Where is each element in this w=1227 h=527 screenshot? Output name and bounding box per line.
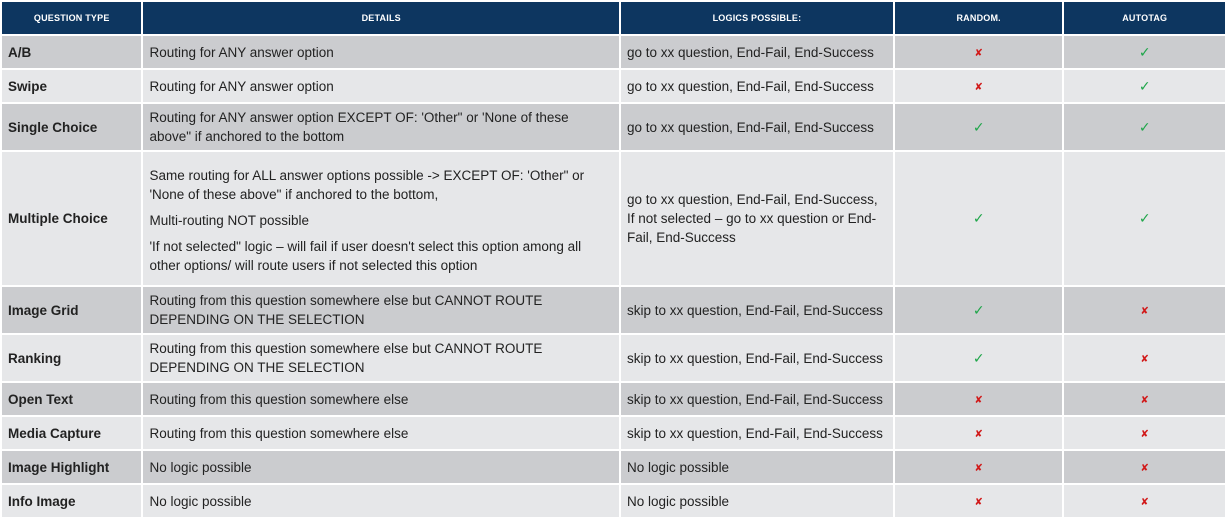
details-cell — [143, 104, 619, 150]
logic-cell: go to xx question, End-Fail, End-Success — [621, 70, 893, 102]
header-question-type: QUESTION TYPE — [2, 2, 141, 34]
question-type-cell: Open Text — [2, 383, 141, 415]
table-row — [2, 485, 1225, 517]
table-row — [2, 70, 1225, 102]
check-icon: ✓ — [1138, 210, 1151, 226]
table-row — [2, 417, 1225, 449]
cross-icon: ✘ — [1140, 394, 1149, 406]
autotag-cell — [1064, 152, 1225, 285]
details-cell — [143, 287, 619, 333]
random-cell — [895, 335, 1063, 381]
cross-icon: ✘ — [974, 496, 983, 508]
details-paragraph: Routing from this question somewhere else — [149, 425, 409, 441]
details-cell — [143, 417, 619, 449]
table-row — [2, 36, 1225, 68]
autotag-cell — [1064, 383, 1225, 415]
check-icon: ✓ — [1138, 43, 1151, 60]
question-type-cell: Swipe — [2, 70, 141, 102]
random-cell — [895, 383, 1063, 415]
question-type-cell: Image Highlight — [2, 451, 141, 483]
cross-icon: ✘ — [974, 428, 983, 440]
table-row — [2, 104, 1225, 150]
cross-icon: ✘ — [974, 47, 983, 59]
random-cell — [895, 152, 1063, 285]
check-icon: ✓ — [972, 210, 985, 226]
logic-cell: go to xx question, End-Fail, End-Success — [621, 104, 893, 150]
table-row — [2, 451, 1225, 483]
question-type-cell: Media Capture — [2, 417, 141, 449]
details-cell — [143, 485, 619, 517]
logic-cell: skip to xx question, End-Fail, End-Success — [621, 287, 893, 333]
table-row — [2, 152, 1225, 285]
check-icon: ✓ — [972, 118, 985, 135]
random-cell — [895, 485, 1063, 517]
logic-cell: go to xx question, End-Fail, End-Success, If not selected – go to xx question or End-Fail, End-Success — [621, 152, 893, 285]
cross-icon: ✘ — [974, 394, 983, 406]
logic-cell: No logic possible — [621, 485, 893, 517]
cross-icon: ✘ — [974, 462, 983, 474]
question-type-cell: A/B — [2, 36, 141, 68]
autotag-cell — [1064, 417, 1225, 449]
cross-icon: ✘ — [974, 81, 983, 93]
table-row — [2, 287, 1225, 333]
random-cell — [895, 70, 1063, 102]
logic-cell: No logic possible — [621, 451, 893, 483]
details-cell — [143, 383, 619, 415]
details-cell — [143, 335, 619, 381]
check-icon: ✓ — [972, 301, 985, 318]
question-type-cell: Single Choice — [2, 104, 141, 150]
check-icon: ✓ — [1138, 118, 1151, 135]
details-paragraph: Routing for ANY answer option — [149, 78, 334, 94]
details-cell — [143, 451, 619, 483]
details-cell — [143, 152, 619, 285]
details-paragraph: Routing for ANY answer option — [149, 44, 334, 60]
autotag-cell — [1064, 287, 1225, 333]
autotag-cell — [1064, 36, 1225, 68]
cross-icon: ✘ — [1140, 305, 1149, 317]
autotag-cell — [1064, 485, 1225, 517]
random-cell — [895, 451, 1063, 483]
check-icon: ✓ — [1138, 77, 1151, 94]
details-paragraph: Multi-routing NOT possible — [149, 212, 310, 228]
details-cell — [143, 36, 619, 68]
details-paragraph: No logic possible — [149, 459, 252, 475]
random-cell — [895, 287, 1063, 333]
logic-cell: skip to xx question, End-Fail, End-Success — [621, 417, 893, 449]
details-cell — [143, 70, 619, 102]
header-details: DETAILS — [143, 2, 619, 34]
autotag-cell — [1064, 70, 1225, 102]
details-paragraph: Routing from this question somewhere else but CANNOT ROUTE DEPENDING ON THE SELECTION — [149, 341, 543, 375]
table-row — [2, 335, 1225, 381]
cross-icon: ✘ — [1140, 428, 1149, 440]
details-paragraph: Routing from this question somewhere else but CANNOT ROUTE DEPENDING ON THE SELECTION — [149, 293, 543, 327]
random-cell — [895, 104, 1063, 150]
table-row — [2, 383, 1225, 415]
details-paragraph: Same routing for ALL answer options possible -> EXCEPT OF: 'Other" or 'None of these above" if anchored to the bottom, — [149, 167, 585, 202]
random-cell — [895, 36, 1063, 68]
header-random: RANDOM. — [895, 2, 1063, 34]
autotag-cell — [1064, 451, 1225, 483]
logic-cell: skip to xx question, End-Fail, End-Success — [621, 335, 893, 381]
details-paragraph: Routing for ANY answer option EXCEPT OF: 'Other" or 'None of these above" if anchored to the bottom — [149, 110, 569, 144]
random-cell — [895, 417, 1063, 449]
header-row — [2, 2, 1225, 34]
header-logics-possible: LOGICS POSSIBLE: — [621, 2, 893, 34]
logic-cell: go to xx question, End-Fail, End-Success — [621, 36, 893, 68]
details-paragraph: No logic possible — [149, 493, 252, 509]
question-type-cell: Ranking — [2, 335, 141, 381]
header-autotag: AUTOTAG — [1064, 2, 1225, 34]
question-type-cell: Image Grid — [2, 287, 141, 333]
check-icon: ✓ — [972, 349, 985, 366]
question-type-cell: Info Image — [2, 485, 141, 517]
cross-icon: ✘ — [1140, 462, 1149, 474]
logic-cell: skip to xx question, End-Fail, End-Success — [621, 383, 893, 415]
cross-icon: ✘ — [1140, 353, 1149, 365]
question-type-cell: Multiple Choice — [2, 152, 141, 285]
autotag-cell — [1064, 104, 1225, 150]
details-paragraph: Routing from this question somewhere else — [149, 391, 409, 407]
details-paragraph: 'If not selected" logic – will fail if user doesn't select this option among all other options/ will route users if not selected this option — [149, 238, 582, 273]
autotag-cell — [1064, 335, 1225, 381]
cross-icon: ✘ — [1140, 496, 1149, 508]
